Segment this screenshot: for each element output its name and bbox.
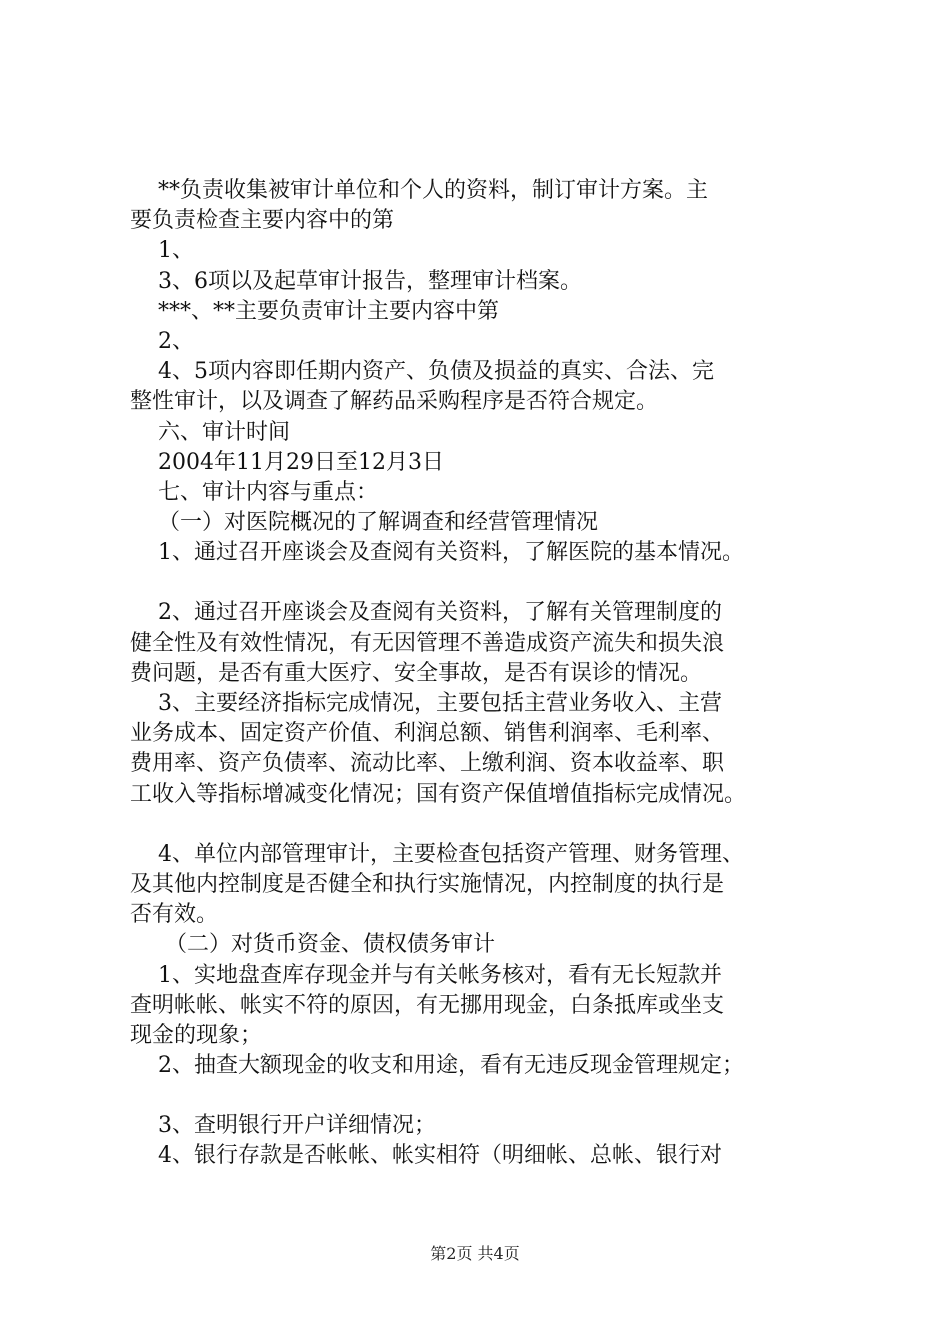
text-line: 2、抽查大额现金的收支和用途，看有无违反现金管理规定； bbox=[130, 1053, 744, 1079]
text-line: 4、银行存款是否帐帐、帐实相符（明细帐、总帐、银行对 bbox=[130, 1143, 722, 1169]
text-line: 七、审计内容与重点： bbox=[130, 479, 378, 505]
text-line: ***、**主要负责审计主要内容中第 bbox=[130, 298, 499, 324]
text-line: 六、审计时间 bbox=[130, 419, 290, 445]
page-footer: 第2页 共4页 bbox=[430, 1244, 520, 1263]
text-line: 整性审计，以及调查了解药品采购程序是否符合规定。 bbox=[130, 389, 659, 415]
text-line: 3、主要经济指标完成情况，主要包括主营业务收入、主营 bbox=[130, 691, 722, 716]
text-line: 3、6项以及起草审计报告，整理审计档案。 bbox=[130, 268, 582, 294]
text-line: （二）对货币资金、债权债务审计 bbox=[130, 932, 495, 958]
text-line: 要负责检查主要内容中的第 bbox=[130, 208, 395, 234]
text-line: 业务成本、固定资产价值、利润总额、销售利润率、毛利率、 bbox=[130, 721, 725, 747]
text-line: 健全性及有效性情况，有无因管理不善造成资产流失和损失浪 bbox=[130, 630, 725, 656]
text-line: 及其他内控制度是否健全和执行实施情况，内控制度的执行是 bbox=[130, 871, 725, 897]
text-line: 2、 bbox=[130, 328, 194, 354]
text-line: 4、5项内容即任期内资产、负债及损益的真实、合法、完 bbox=[130, 359, 714, 385]
text-line: （一）对医院概况的了解调查和经营管理情况 bbox=[130, 510, 598, 536]
text-line: 费用率、资产负债率、流动比率、上缴利润、资本收益率、职 bbox=[130, 751, 725, 777]
text-line: 1、 bbox=[130, 238, 194, 264]
text-line: 2、通过召开座谈会及查阅有关资料，了解有关管理制度的 bbox=[130, 600, 722, 626]
text-line: 1、通过召开座谈会及查阅有关资料，了解医院的基本情况。 bbox=[130, 540, 744, 566]
text-line: 否有效。 bbox=[130, 902, 219, 928]
text-line: 2004年11月29日至12月3日 bbox=[130, 449, 444, 475]
text-line: 费问题，是否有重大医疗、安全事故，是否有误诊的情况。 bbox=[130, 660, 703, 686]
text-line: 3、查明银行开户详细情况； bbox=[130, 1113, 436, 1139]
document-body bbox=[130, 176, 850, 1172]
text-line: 4、单位内部管理审计，主要检查包括资产管理、财务管理、 bbox=[130, 841, 744, 867]
text-line: 现金的现象； bbox=[130, 1022, 263, 1048]
text-line: 工收入等指标增减变化情况；国有资产保值增值指标完成情况。 bbox=[130, 781, 747, 807]
text-line: 1、实地盘查库存现金并与有关帐务核对，看有无长短款并 bbox=[130, 962, 722, 988]
text-line: **负责收集被审计单位和个人的资料，制订审计方案。主 bbox=[130, 178, 708, 203]
text-line: 查明帐帐、帐实不符的原因，有无挪用现金，白条抵库或坐支 bbox=[130, 992, 725, 1018]
